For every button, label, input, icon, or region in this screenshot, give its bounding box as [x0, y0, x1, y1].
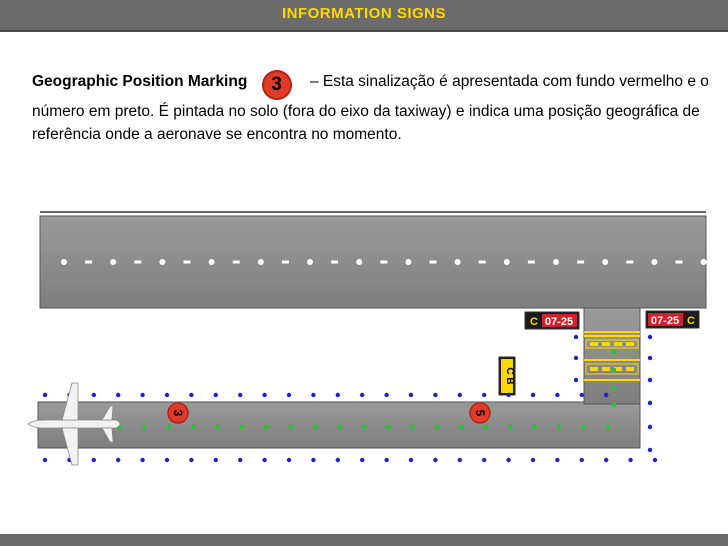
edge-light: [648, 401, 652, 405]
runway-light: [651, 259, 657, 265]
centerline-light: [386, 425, 390, 429]
edge-light: [189, 393, 193, 397]
centerline-light: [289, 425, 293, 429]
edge-light: [287, 458, 291, 462]
edge-light: [482, 393, 486, 397]
geographic-position-marker-3: [168, 403, 188, 423]
centerline-light: [313, 425, 317, 429]
runway-light: [701, 259, 707, 265]
runway-sign-left-number: 07-25: [544, 316, 574, 328]
runway-light: [61, 259, 67, 265]
runway-dash: [85, 261, 92, 264]
runway-light: [209, 259, 215, 265]
runway-dash: [233, 261, 240, 264]
direction-sign: [499, 357, 515, 395]
edge-light: [140, 458, 144, 462]
runway-dash: [430, 261, 437, 264]
edge-light: [384, 458, 388, 462]
edge-light: [555, 393, 559, 397]
hold-dash: [590, 367, 598, 371]
edge-light: [214, 393, 218, 397]
edge-light: [506, 393, 510, 397]
bottom-bar: [0, 534, 728, 546]
centerline-light: [612, 350, 616, 354]
direction-sign-text: C B: [504, 367, 515, 385]
edge-light: [580, 393, 584, 397]
edge-light: [433, 458, 437, 462]
edge-light: [336, 393, 340, 397]
marker-5-label: 5: [473, 409, 487, 417]
edge-light: [287, 393, 291, 397]
runway-dash: [676, 261, 683, 264]
edge-light: [628, 458, 632, 462]
edge-light: [311, 393, 315, 397]
edge-light: [262, 393, 266, 397]
runway-light: [602, 259, 608, 265]
centerline-light: [191, 425, 195, 429]
edge-light: [409, 393, 413, 397]
centerline-light: [581, 425, 585, 429]
edge-light: [43, 393, 47, 397]
centerline-light: [612, 403, 616, 407]
centerline-light: [606, 425, 610, 429]
runway-sign-right-letter: C: [687, 315, 695, 327]
centerline-light: [612, 368, 616, 372]
centerline-light: [484, 425, 488, 429]
centerline-light: [362, 425, 366, 429]
edge-light: [214, 458, 218, 462]
runway-light: [356, 259, 362, 265]
edge-light: [580, 458, 584, 462]
runway-light: [553, 259, 559, 265]
centerline-light: [508, 425, 512, 429]
edge-light: [531, 458, 535, 462]
runway-light: [405, 259, 411, 265]
runway-sign-right-number: 07-25: [650, 315, 680, 327]
runway-light: [159, 259, 165, 265]
edge-light: [604, 393, 608, 397]
edge-light: [238, 393, 242, 397]
runway-dash: [528, 261, 535, 264]
hold-dash: [602, 342, 610, 346]
edge-light: [648, 335, 652, 339]
edge-light: [189, 458, 193, 462]
edge-light: [574, 378, 578, 382]
runway-light: [307, 259, 313, 265]
centerline-light: [612, 386, 616, 390]
edge-light: [409, 458, 413, 462]
centerline-light: [240, 425, 244, 429]
edge-light: [336, 458, 340, 462]
edge-light: [262, 458, 266, 462]
term-label: Geographic Position Marking: [32, 73, 248, 90]
edge-light: [648, 425, 652, 429]
runway-dash: [134, 261, 141, 264]
hold-dash: [590, 342, 598, 346]
runway-dash: [282, 261, 289, 264]
edge-light: [433, 393, 437, 397]
centerline-light: [411, 425, 415, 429]
hold-dash: [626, 342, 634, 346]
runway-light: [110, 259, 116, 265]
runway-dash: [380, 261, 387, 264]
runway-dash: [479, 261, 486, 264]
edge-light: [360, 458, 364, 462]
page-title: INFORMATION SIGNS: [281, 5, 447, 22]
hold-dash: [626, 367, 634, 371]
centerline-light: [142, 425, 146, 429]
edge-light: [458, 393, 462, 397]
centerline-light: [435, 425, 439, 429]
edge-light: [43, 458, 47, 462]
runway-dash: [626, 261, 633, 264]
centerline-light: [337, 425, 341, 429]
edge-light: [458, 458, 462, 462]
edge-light: [574, 356, 578, 360]
runway-light: [258, 259, 264, 265]
runway-sign-left-letter: C: [530, 316, 538, 328]
edge-light: [482, 458, 486, 462]
edge-light: [384, 393, 388, 397]
runway-sign-right: [646, 311, 699, 328]
edge-light: [531, 393, 535, 397]
edge-light: [165, 393, 169, 397]
edge-light: [140, 393, 144, 397]
edge-light: [116, 393, 120, 397]
edge-light: [604, 458, 608, 462]
connector-taxiway: [584, 308, 640, 404]
hold-dash: [614, 342, 622, 346]
centerline-light: [533, 425, 537, 429]
centerline-light: [215, 425, 219, 429]
airplane-icon: [28, 383, 120, 465]
runway-light: [504, 259, 510, 265]
edge-light: [238, 458, 242, 462]
runway-sign-left: [525, 312, 579, 329]
edge-light: [92, 458, 96, 462]
geographic-position-marker-5: [470, 403, 490, 423]
edge-light: [648, 378, 652, 382]
centerline-light: [557, 425, 561, 429]
runway-dash: [184, 261, 191, 264]
edge-light: [555, 458, 559, 462]
edge-light: [648, 448, 652, 452]
edge-light: [653, 458, 657, 462]
edge-light: [92, 393, 96, 397]
description-text: – Esta sinalização é apresentada com fundo vermelho e o número em preto. É pintada no solo (fora do eixo da taxiway) e indica uma posição geográfica de referência onde a aeronave se encontra no momento.: [32, 73, 709, 143]
edge-light: [506, 458, 510, 462]
centerline-light: [167, 425, 171, 429]
marker-3-label: 3: [171, 409, 185, 417]
edge-light: [360, 393, 364, 397]
edge-light: [165, 458, 169, 462]
edge-light: [116, 458, 120, 462]
centerline-light: [459, 425, 463, 429]
edge-light: [311, 458, 315, 462]
runway-light: [455, 259, 461, 265]
edge-light: [574, 335, 578, 339]
runway-dash: [577, 261, 584, 264]
runway-dash: [331, 261, 338, 264]
edge-light: [648, 356, 652, 360]
centerline-light: [264, 425, 268, 429]
hold-dash: [602, 367, 610, 371]
geographic-position-marker-example: 3: [262, 70, 292, 100]
